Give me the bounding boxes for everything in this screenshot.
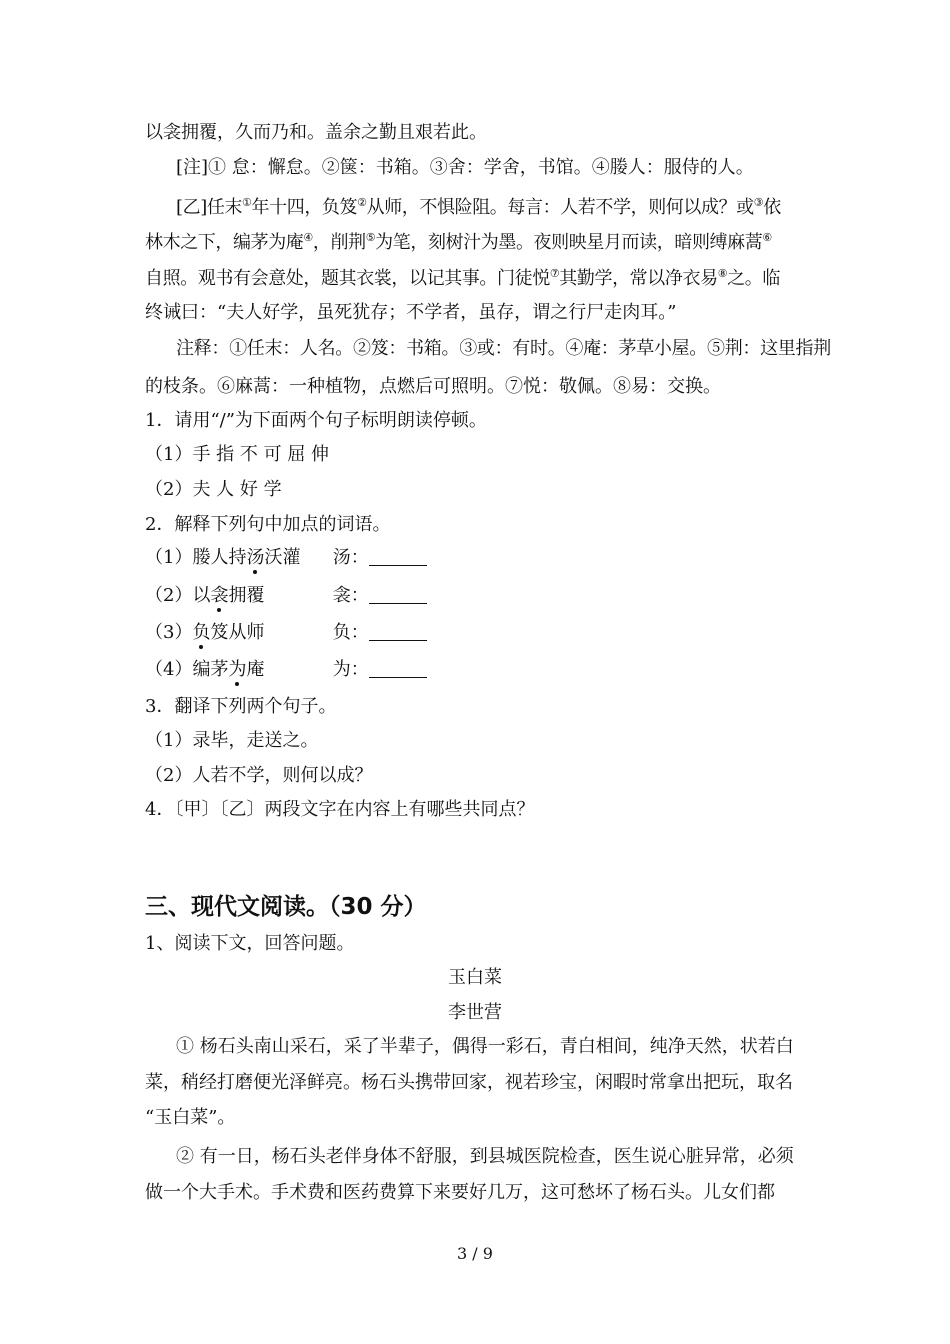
note-yi-line-1: 注释：①任末：人名。②笈：书箱。③或：有时。④庵：茅草小屋。⑤荆：这里指荆 (176, 338, 831, 359)
emphasis-dot-char: 衾 (210, 585, 229, 606)
paragraph-1-line: 菜，稍经打磨便光泽鲜亮。杨石头携带回家，视若珍宝，闲暇时常拿出把玩，取名 (145, 1072, 793, 1093)
answer-blank[interactable] (369, 661, 427, 678)
question-4-title: 4．〔甲〕〔乙〕两段文字在内容上有哪些共同点？ (145, 799, 535, 820)
note-yi-line-2: 的枝条。⑥麻蒿：一种植物，点燃后可照明。⑦悦：敬佩。⑧易：交换。 (145, 376, 721, 397)
question-3-item: （1）录毕，走送之。 (145, 730, 319, 751)
answer-blank[interactable] (369, 624, 427, 641)
paragraph-2-line: 做一个大手术。手术费和医药费算下来要好几万，这可愁坏了杨石头。儿女们都 (145, 1182, 775, 1203)
question-3-title: 3．翻译下列两个句子。 (145, 696, 337, 717)
passage-yi-line-1: [乙]任末①年十四，负笈②从师，不惧险阻。每言：人若不学，则何以成？或③依 (176, 196, 781, 218)
question-2-item: （4）编茅为庵 为： (145, 659, 427, 681)
question-3-item: （2）人若不学，则何以成？ (145, 765, 373, 786)
question-2-item: （2）以衾拥覆 衾： (145, 585, 427, 607)
emphasis-dot-char: 汤 (246, 547, 265, 568)
question-1-title: 1．请用“/”为下面两个句子标明朗读停顿。 (145, 410, 487, 431)
paragraph-1-line: ① 杨石头南山采石，采了半辈子，偶得一彩石，青白相间，纯净天然，状若白 (176, 1036, 794, 1057)
paragraph-1-line: “玉白菜”。 (145, 1107, 236, 1128)
article-author: 李世营 (448, 1002, 502, 1023)
section-intro: 1、阅读下文，回答问题。 (145, 933, 355, 954)
article-title: 玉白菜 (448, 967, 502, 988)
question-1-item: （1）手 指 不 可 屈 伸 (145, 444, 330, 465)
question-2-item: （1）媵人持汤沃灌 汤： (145, 547, 427, 569)
passage-jia-end: 以衾拥覆，久而乃和。盖余之勤且艰若此。 (145, 122, 487, 143)
answer-blank[interactable] (369, 549, 427, 566)
section-heading: 三、现代文阅读。（30 分） (145, 894, 427, 920)
paragraph-2-line: ② 有一日，杨石头老伴身体不舒服，到县城医院检查，医生说心脏异常，必须 (176, 1146, 794, 1167)
emphasis-dot-char: 负 (192, 622, 211, 643)
question-2-item: （3）负笈从师 负： (145, 622, 427, 644)
passage-yi-line-3: 自照。观书有会意处，题其衣裳，以记其事。门徒悦⑦其勤学，常以净衣易⑧之。临 (145, 267, 780, 289)
question-1-item: （2）夫 人 好 学 (145, 479, 282, 500)
question-2-title: 2．解释下列句中加点的词语。 (145, 514, 391, 535)
passage-yi-line-4: 终诫曰：“夫人好学，虽死犹存；不学者，虽存，谓之行尸走肉耳。” (145, 302, 677, 323)
passage-yi-line-2: 林木之下，编茅为庵④，削荆⑤为笔，刻树汁为墨。夜则映星月而读，暗则缚麻蒿⑥ (145, 231, 772, 253)
note-jia: [注]① 怠：懈怠。②箧：书箱。③舍：学舍，书馆。④媵人：服侍的人。 (176, 157, 754, 178)
answer-blank[interactable] (369, 587, 427, 604)
emphasis-dot-char: 为 (228, 659, 247, 680)
page-number: 3 / 9 (457, 1244, 493, 1263)
